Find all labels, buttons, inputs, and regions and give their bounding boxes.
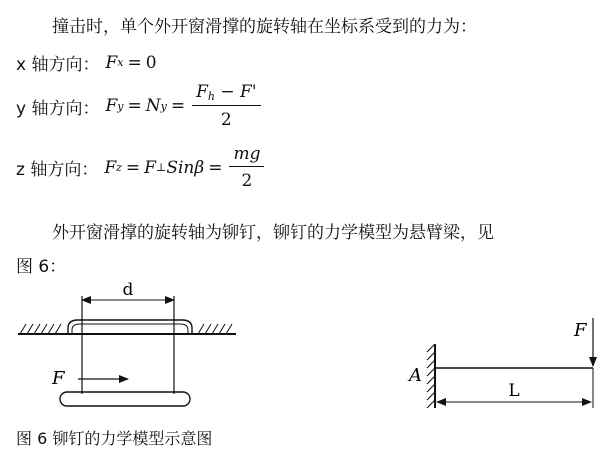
paragraph-line-2: 图 6： [16,257,67,277]
eq-z-denominator: 2 [241,171,253,191]
eq-x-lhs-sub: x [117,56,124,69]
support-label-a: A [409,365,422,386]
rivet-bottom-head [60,392,190,406]
eq-z-mid-sub: ⊥ [155,161,167,174]
eq-x-rhs: 0 [145,52,157,73]
hatch-right [198,324,232,334]
right-force-label: F [574,320,587,341]
eq-z-lhs: F [104,157,117,178]
eq-y-denominator: 2 [220,110,232,130]
intro-text: 撞击时，单个外开窗滑撑的旋转轴在坐标系受到的力为： [52,17,477,37]
eq-y-numerator: F [196,82,208,102]
rivet-diagram [18,280,236,406]
cantilever-diagram [407,318,593,408]
eq-y-lhs: F [105,96,118,116]
wall-hatching [427,344,435,408]
eq-x-lhs: F [105,52,118,73]
eq-y-numerator-rest: − F' [214,82,257,102]
dimension-l-label: L [508,381,520,401]
left-force-label: F [52,368,65,389]
eq-y-mid-sub: y [160,99,167,113]
eq-z-mid-rest: Sinβ [166,157,205,178]
dimension-d-label: d [122,280,134,300]
equation-x-math: F x = 0 [105,52,157,73]
hatch-left [20,324,61,334]
eq-z-lhs-sub: z [116,161,122,174]
eq-y-mid: N [145,96,161,116]
figure-caption: 图 6 铆钉的力学模型示意图 [16,429,213,448]
paragraph-line-1: 外开窗滑撑的旋转轴为铆钉，铆钉的力学模型为悬臂梁，见 [52,223,494,243]
eq-y-numerator-sub: h [207,90,215,103]
eq-z-numerator: mg [229,144,264,167]
equation-y-label: y 轴方向： [16,98,100,119]
equation-x-label: x 轴方向： [16,55,100,75]
eq-z-mid: F [144,157,156,178]
equation-y-math: F y = N y = $\frac{F_h - F'}{2}$ [105,82,263,130]
equation-z-math: F z = F ⊥ Sinβ = $\frac{mg}{2}$ [104,144,267,191]
eq-y-lhs-sub: y [117,99,124,113]
equation-z-label: z 轴方向： [16,160,99,180]
